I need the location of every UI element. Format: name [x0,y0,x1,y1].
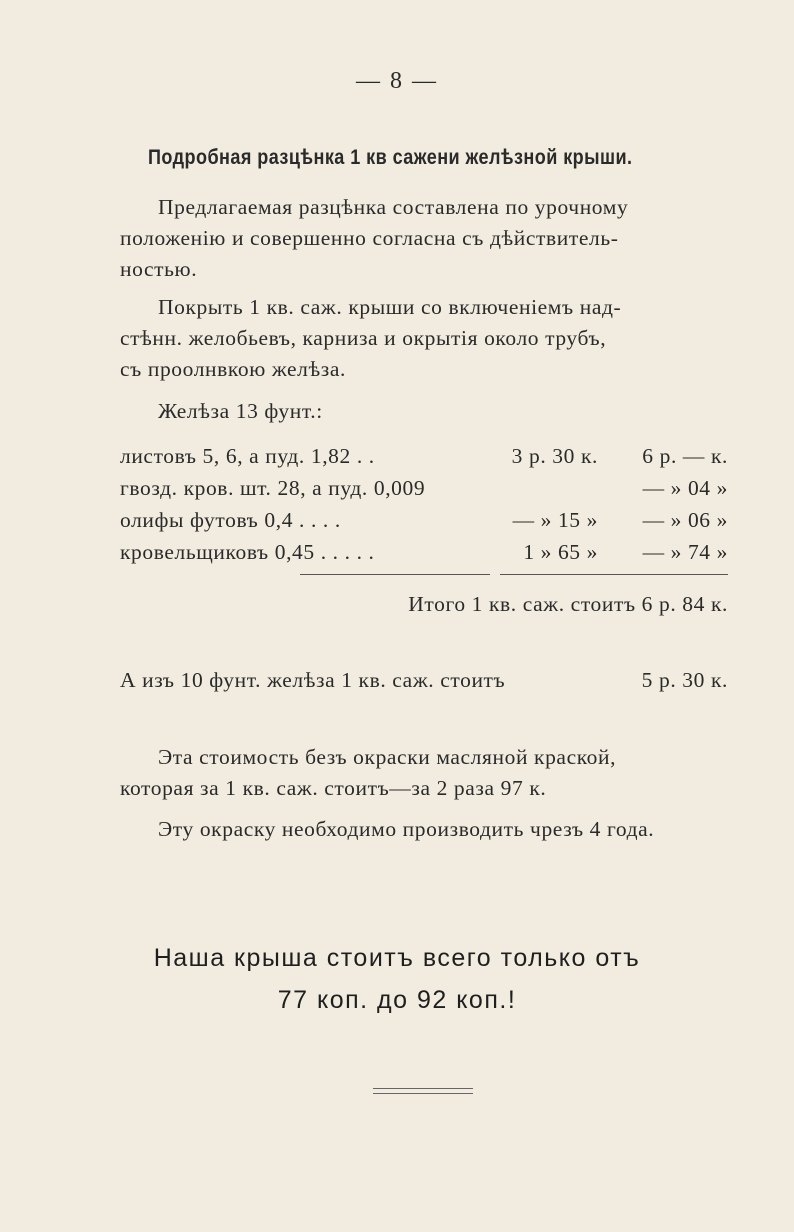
alternative-text: А изъ 10 фунт. желѣза 1 кв. саж. стоитъ [120,668,506,692]
item-name: гвозд. кров. шт. 28, а пуд. 0,009 [120,476,426,500]
cost-items-table [120,440,728,568]
paint-interval-paragraph [120,814,728,845]
intro-line-1: Предлагаемая разцѣнка составлена по урочному [158,195,629,219]
intro-paragraph [120,192,728,285]
page-number: — 8 — [356,68,438,94]
item-cost-total: — » 06 » [642,508,728,532]
footer-rule-bottom [373,1093,473,1094]
paint-note-line-1: Эта стоимость безъ окраски масляной краской, [158,745,617,769]
item-name: кровельщиковъ 0,45 . . . . . [120,540,375,564]
cover-paragraph [120,292,728,385]
alternative-line [120,668,728,693]
item-name: листовъ 5, 6, а пуд. 1,82 . . [120,444,375,468]
footer-rule-top [373,1088,473,1089]
section-heading: Подробная разцѣнка 1 кв сажени желѣзной крыши. [148,146,633,169]
cover-line-3: съ проолнвкою желѣза. [120,357,346,381]
item-cost-per-unit: — » 15 » [512,508,598,532]
sum-rule-right [500,574,728,575]
promo-line-1: Наша крыша стоитъ всего только отъ [153,944,641,972]
intro-line-2: положенію и совершенно согласна съ дѣйствитель- [120,226,619,250]
iron-label-text: Желѣза 13 фунт.: [158,399,323,423]
cost-item-row [120,472,728,504]
cover-line-1: Покрыть 1 кв. саж. крыши со включеніемъ над- [158,295,622,319]
cover-line-2: стѣнн. желобьевъ, карниза и окрытія около трубъ, [120,326,607,350]
total-line: Итого 1 кв. саж. стоитъ 6 р. 84 к. [408,592,728,616]
cost-item-row [120,536,728,568]
paint-interval-text: Эту окраску необходимо производить чрезъ 4 года. [158,817,655,841]
iron-label [120,396,728,427]
item-cost-total: — » 74 » [642,540,728,564]
sum-rule-left [300,574,490,575]
item-cost-per-unit: 3 р. 30 к. [511,444,598,468]
item-name: олифы футовъ 0,4 . . . . [120,508,341,532]
item-cost-total: 6 р. — к. [642,444,728,468]
promo-line-2: 77 коп. до 92 коп.! [277,986,517,1014]
item-cost-per-unit: 1 » 65 » [523,540,598,564]
item-cost-total: — » 04 » [642,476,728,500]
cost-item-row [120,440,728,472]
paint-note-line-2: которая за 1 кв. саж. стоитъ—за 2 раза 97 к. [120,776,547,800]
alternative-price: 5 р. 30 к. [641,668,728,692]
cost-item-row [120,504,728,536]
intro-line-3: ностью. [120,257,198,281]
paint-note-paragraph [120,742,728,804]
